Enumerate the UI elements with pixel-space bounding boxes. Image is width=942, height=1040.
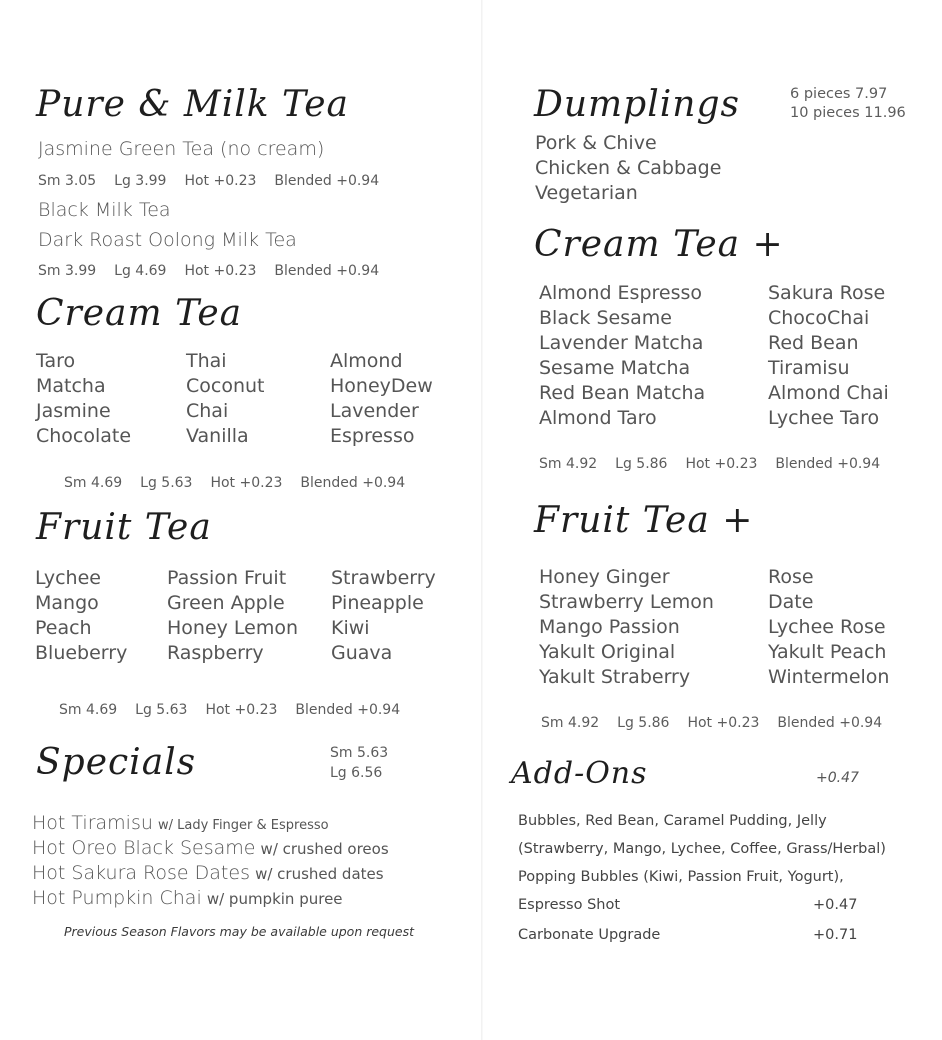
list-item: Almond Taro [539,407,657,429]
list-item: Strawberry Lemon [539,591,714,613]
carbonate-upgrade-label: Carbonate Upgrade [518,927,661,943]
specials-price-sm: Sm 5.63 [330,745,389,761]
list-item: Vegetarian [535,182,638,204]
price-lg: Lg 3.99 [114,173,167,189]
price-hot: Hot +0.23 [685,456,758,472]
special-item [32,812,329,834]
special-item [32,837,389,859]
list-item: Lychee Rose [768,616,886,638]
list-item: Green Apple [167,592,285,614]
list-item: Red Bean [768,332,859,354]
list-item: Chicken & Cabbage [535,157,722,179]
list-item: Lychee Taro [768,407,880,429]
price-row [59,702,418,718]
list-item: Chocolate [36,425,132,447]
special-desc: w/ crushed oreos [260,840,389,858]
special-item [32,862,384,884]
price-row [539,456,898,472]
price-sm: Sm 4.92 [541,715,600,731]
list-item: Coconut [186,375,265,397]
cream-tea-plus-col-2 [768,281,889,431]
price-sm: Sm 3.99 [38,263,97,279]
addons-price: +0.47 [816,770,859,786]
list-item: Passion Fruit [167,567,287,589]
price-blended: Blended +0.94 [295,702,401,718]
special-name: Hot Tiramisu [32,812,153,834]
price-lg: Lg 5.63 [140,475,193,491]
special-name: Hot Pumpkin Chai [32,887,202,909]
price-hot: Hot +0.23 [184,173,257,189]
menu-item: Dark Roast Oolong Milk Tea [38,229,297,251]
cream-tea-col-2 [186,349,265,449]
price-sm: Sm 3.05 [38,173,97,189]
special-name: Hot Oreo Black Sesame [32,837,256,859]
price-blended: Blended +0.94 [777,715,883,731]
list-item: Wintermelon [768,666,890,688]
special-desc: w/ Lady Finger & Espresso [157,818,329,833]
addons-heading: Add-Ons [511,756,648,791]
list-item: Mango [35,592,99,614]
list-item: Pork & Chive [535,132,657,154]
price-hot: Hot +0.23 [184,263,257,279]
list-item: Matcha [36,375,106,397]
list-item: HoneyDew [330,375,433,397]
list-item: Yakult Peach [768,641,887,663]
list-item: Yakult Original [539,641,676,663]
pure-milk-tea-heading: Pure & Milk Tea [36,84,349,125]
price-sm: Sm 4.69 [64,475,123,491]
price-lg: Lg 4.69 [114,263,167,279]
price-row [541,715,900,731]
price-hot: Hot +0.23 [210,475,283,491]
cream-tea-col-1 [36,349,131,449]
list-item: Honey Ginger [539,566,670,588]
list-item: Rose [768,566,814,588]
list-item: Guava [331,642,393,664]
list-item: Date [768,591,814,613]
addons-line: (Strawberry, Mango, Lychee, Coffee, Grass/Herbal) [518,841,886,857]
list-item: Almond Espresso [539,282,703,304]
price-hot: Hot +0.23 [687,715,760,731]
fruit-tea-col-2 [167,566,298,666]
list-item: Kiwi [331,617,370,639]
season-note: Previous Season Flavors may be available upon request [64,924,415,939]
cream-tea-col-3 [330,349,433,449]
menu-item: Black Milk Tea [38,199,171,221]
list-item: Blueberry [35,642,128,664]
price-row [38,263,397,279]
carbonate-upgrade-price: +0.71 [813,927,858,943]
price-sm: Sm 4.69 [59,702,118,718]
list-item: Sesame Matcha [539,357,691,379]
price-sm: Sm 4.92 [539,456,598,472]
list-item: Thai [186,350,227,372]
espresso-shot-label: Espresso Shot [518,897,621,913]
special-name: Hot Sakura Rose Dates [32,862,250,884]
fruit-tea-col-1 [35,566,127,666]
list-item: Pineapple [331,592,424,614]
list-item: Lavender Matcha [539,332,704,354]
price-lg: Lg 5.86 [615,456,668,472]
fruit-tea-plus-col-2 [768,565,889,690]
dumplings-heading: Dumplings [534,84,740,125]
dumplings-price-6: 6 pieces 7.97 [790,86,888,102]
addons-line: Bubbles, Red Bean, Caramel Pudding, Jelly [518,813,827,829]
price-row [64,475,423,491]
list-item: Mango Passion [539,616,680,638]
fruit-tea-plus-col-1 [539,565,714,690]
price-hot: Hot +0.23 [205,702,278,718]
list-item: Yakult Straberry [539,666,691,688]
price-blended: Blended +0.94 [775,456,881,472]
list-item: ChocoChai [768,307,870,329]
price-row [38,173,397,189]
special-desc: w/ crushed dates [255,865,384,883]
fruit-tea-plus-heading: Fruit Tea + [534,500,754,541]
price-blended: Blended +0.94 [300,475,406,491]
list-item: Sakura Rose [768,282,886,304]
espresso-shot-price: +0.47 [813,897,858,913]
menu-item: Jasmine Green Tea (no cream) [38,138,325,160]
list-item: Raspberry [167,642,264,664]
list-item: Honey Lemon [167,617,299,639]
page-fold [481,0,483,1040]
list-item: Strawberry [331,567,436,589]
list-item: Lychee [35,567,101,589]
list-item: Lavender [330,400,419,422]
list-item: Espresso [330,425,415,447]
list-item: Red Bean Matcha [539,382,706,404]
list-item: Black Sesame [539,307,672,329]
fruit-tea-heading: Fruit Tea [36,507,212,548]
price-blended: Blended +0.94 [274,173,380,189]
special-item [32,887,343,909]
fruit-tea-col-3 [331,566,436,666]
dumplings-price-10: 10 pieces 11.96 [790,105,906,121]
cream-tea-plus-heading: Cream Tea + [534,224,784,265]
addons-line: Popping Bubbles (Kiwi, Passion Fruit, Yogurt), [518,869,844,885]
price-lg: Lg 5.63 [135,702,188,718]
list-item: Jasmine [36,400,111,422]
list-item: Chai [186,400,229,422]
price-blended: Blended +0.94 [274,263,380,279]
list-item: Taro [36,350,76,372]
price-lg: Lg 5.86 [617,715,670,731]
cream-tea-heading: Cream Tea [36,293,243,334]
list-item: Almond [330,350,403,372]
cream-tea-plus-col-1 [539,281,705,431]
list-item: Peach [35,617,92,639]
special-desc: w/ pumpkin puree [206,890,343,908]
dumplings-list [535,131,721,206]
list-item: Tiramisu [768,357,850,379]
list-item: Almond Chai [768,382,889,404]
specials-price-lg: Lg 6.56 [330,765,383,781]
specials-heading: Specials [36,742,197,783]
list-item: Vanilla [186,425,249,447]
